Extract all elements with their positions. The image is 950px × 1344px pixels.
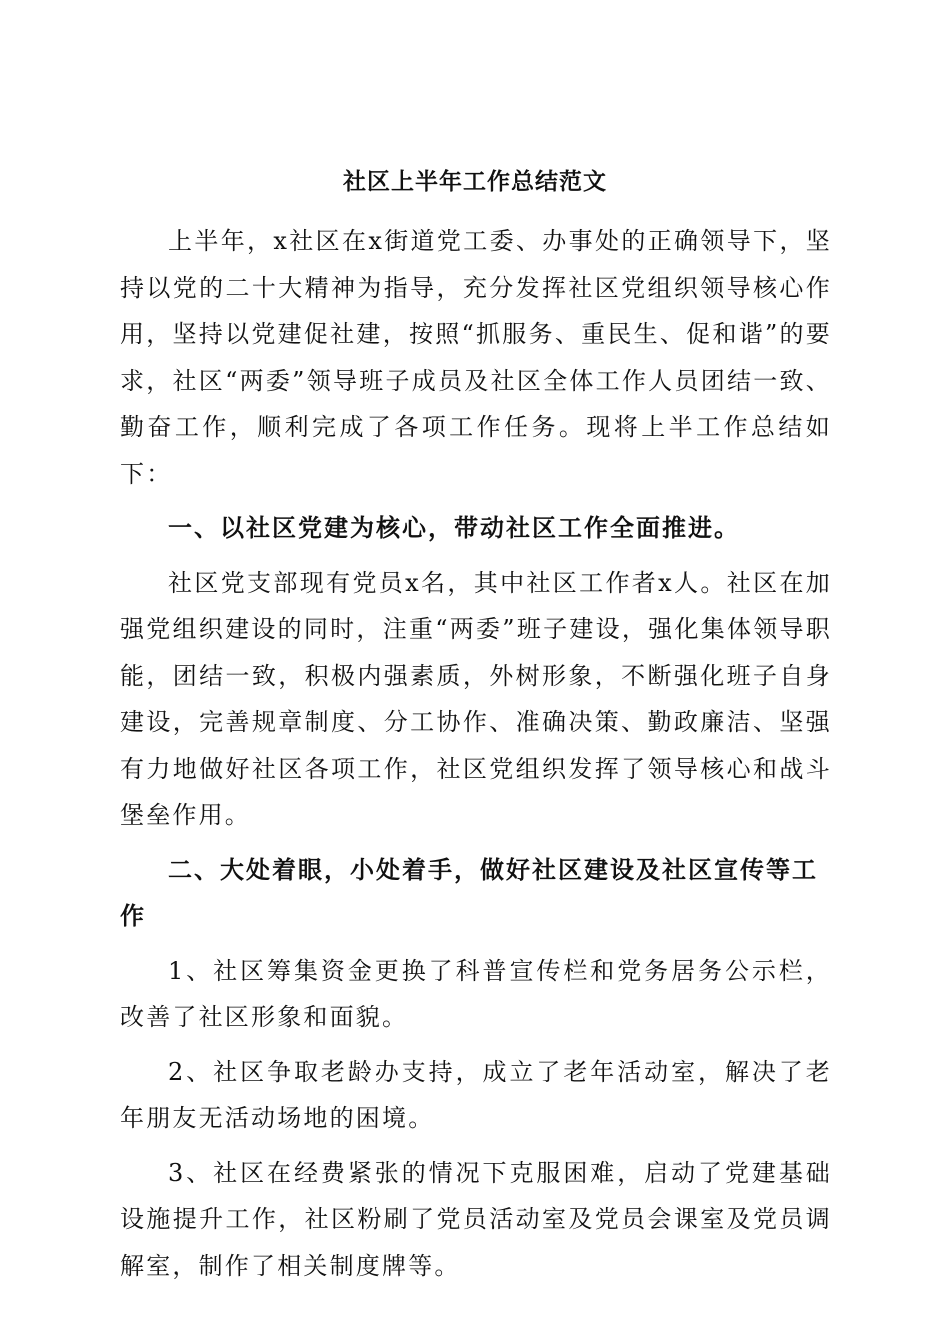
spacer [120, 1142, 832, 1150]
spacer [120, 1041, 832, 1049]
section-1-paragraph: 社区党支部现有党员x名，其中社区工作者x人。社区在加强党组织建设的同时，注重“两委”班子建设，强化集体领导职能，团结一致，积极内强素质，外树形象，不断强化班子自身建设，完善规章制度、分工协作、准确决策、勤政廉洁、坚强有力地做好社区各项工作，社区党组织发挥了领导核心和战斗堡垒作用。 [120, 568, 832, 829]
spacer [120, 552, 832, 560]
spacer [120, 839, 832, 847]
section-2-item: 1、社区筹集资金更换了科普宣传栏和党务居务公示栏，改善了社区形象和面貌。 [120, 956, 832, 1031]
section-2-heading: 二、大处着眼，小处着手，做好社区建设及社区宣传等工作 [120, 855, 818, 930]
section-2-item: 3、社区在经费紧张的情况下克服困难，启动了党建基础设施提升工作，社区粉刷了党员活动室及党员会课室及党员调解室，制作了相关制度牌等。 [120, 1158, 832, 1280]
document-body [120, 218, 832, 1289]
intro-paragraph: 上半年，x社区在x街道党工委、办事处的正确领导下，坚持以党的二十大精神为指导，充分发挥社区党组织领导核心作用，坚持以党建促社建，按照“抓服务、重民生、促和谐”的要求，社区“两委”领导班子成员及社区全体工作人员团结一致、勤奋工作，顺利完成了各项工作任务。现将上半工作总结如下： [120, 227, 832, 488]
spacer [120, 497, 832, 505]
document-title: 社区上半年工作总结范文 [343, 169, 607, 195]
section-1-heading: 一、以社区党建为核心，带动社区工作全面推进。 [168, 514, 740, 542]
section-2-item: 2、社区争取老龄办支持，成立了老年活动室，解决了老年朋友无活动场地的困境。 [120, 1057, 832, 1132]
spacer [120, 940, 832, 948]
